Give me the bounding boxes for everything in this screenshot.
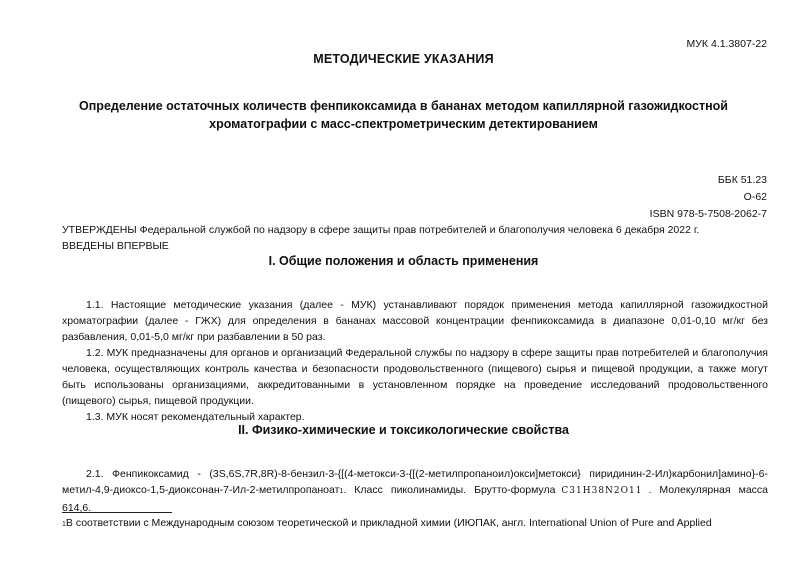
approval-text: Федеральной службой по надзору в сфере защиты прав потребителей и благополучия человека 6 декабря 2022 г. xyxy=(136,224,700,236)
paragraph-2-1: 2.1. Фенпикоксамид - (3S,6S,7R,8R)-8-бензил-3-{[(4-метокси-3-{[(2-метилпропаноил)окси]метокси} пиридинин-2-Ил)карбонил]амино}-6-метил-4,9-диоксо-1,5-диоксонан-7-Ил-2-метилпропаноат1. Класс пиколинамиды. Брутто-формула C31H38N2O11 . Молекулярная масса 614,6. xyxy=(62,468,768,514)
section-2-body xyxy=(62,466,768,516)
footnote-reference[interactable]: 1 xyxy=(339,488,344,495)
introduced-statement: ВВЕДЕНЫ ВПЕРВЫЕ xyxy=(62,240,169,252)
section-1-heading: I. Общие положения и область применения xyxy=(268,254,539,268)
paragraph-1-3: 1.3. МУК носят рекомендательный характер. xyxy=(86,411,305,423)
paragraph-1-2: 1.2. МУК предназначены для органов и организаций Федеральной службы по надзору в сфере защиты прав потребителей и благополучия человека, осуществляющих контроль качества и безопасности продовольственного (пищевого) сырья и пищевой продукции, а также могут быть использованы организациями, аккредитованными в установленном порядке на проведение исследований продовольственного (пищевого) сырья, пищевой продукции. xyxy=(62,347,768,407)
bbk-code: ББК 51.23 xyxy=(717,174,767,186)
footnote-mark: 1 xyxy=(62,521,66,528)
document-title xyxy=(50,97,757,133)
footnote xyxy=(62,517,770,529)
title-line-2: хроматографии с масс-спектрометрическим детектированием xyxy=(209,117,598,131)
approval-statement xyxy=(62,224,699,236)
footnote-text: В соответствии с Международным союзом теоретической и прикладной химии (ИЮПАК, англ. International Union of Pure and Applied xyxy=(65,517,712,529)
section-1-body xyxy=(62,297,768,425)
section-2-heading: II. Физико-химические и токсикологические свойства xyxy=(238,423,569,437)
isbn-code: ISBN 978-5-7508-2062-7 xyxy=(649,208,767,220)
gross-formula: C31H38N2O11 xyxy=(561,486,643,496)
approval-label: УТВЕРЖДЕНЫ xyxy=(62,224,137,236)
paragraph-1-1: 1.1. Настоящие методические указания (далее - МУК) устанавливают порядок применения метода капиллярной газожидкостной хроматографии (далее - ГЖХ) для определения в бананах массовой концентрации фенпикоксамида в диапазоне 0,01-0,10 мг/кг без разбавления, 0,01-5,0 мг/кг при разбавлении в 50 раз. xyxy=(62,299,768,343)
document-type: МЕТОДИЧЕСКИЕ УКАЗАНИЯ xyxy=(313,52,494,66)
footnote-separator xyxy=(62,512,172,513)
title-line-1: Определение остаточных количеств фенпикоксамида в бананах методом капиллярной газожидкостной xyxy=(79,99,728,113)
document-code: МУК 4.1.3807-22 xyxy=(686,38,767,50)
o-code: О-62 xyxy=(743,191,767,203)
